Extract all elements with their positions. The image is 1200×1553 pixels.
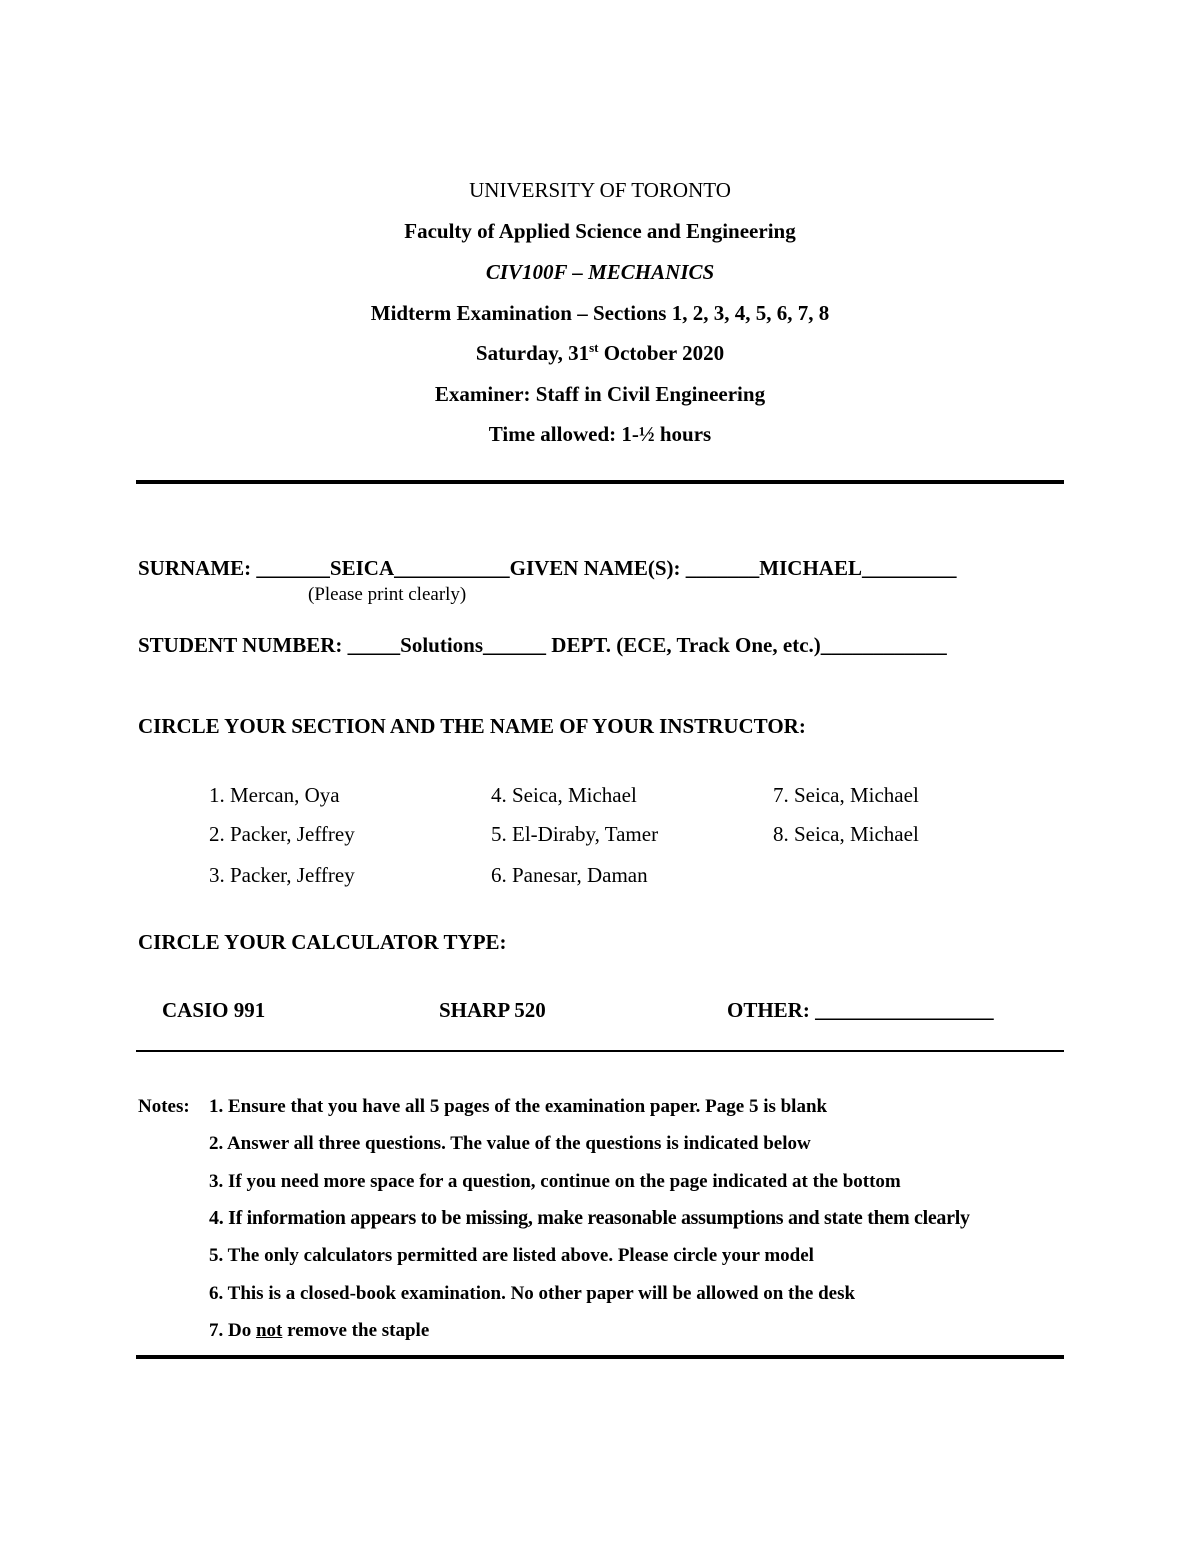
- given-name-value[interactable]: MICHAEL: [759, 556, 862, 580]
- note-7-suffix: remove the staple: [282, 1320, 430, 1341]
- notes-label: Notes:: [138, 1096, 190, 1117]
- university-title: UNIVERSITY OF TORONTO: [469, 178, 731, 202]
- given-name-blank-before: _______: [685, 556, 760, 580]
- calculator-other-label[interactable]: OTHER:: [727, 998, 816, 1022]
- student-number-blank-before: _____: [347, 633, 401, 657]
- calculator-heading: CIRCLE YOUR CALCULATOR TYPE:: [138, 930, 507, 954]
- calculator-casio[interactable]: CASIO 991: [162, 998, 266, 1022]
- print-clearly-note: (Please print clearly): [308, 584, 467, 605]
- student-number-blank-after: ______: [483, 633, 547, 657]
- calculator-divider: [136, 1050, 1064, 1052]
- dept-label: DEPT. (ECE, Track One, etc.): [546, 633, 821, 657]
- date-suffix: October 2020: [598, 341, 725, 365]
- calculator-other: [727, 998, 994, 1023]
- exam-date: [0, 341, 1200, 366]
- date-prefix: Saturday, 31: [475, 341, 590, 365]
- given-name-label: GIVEN NAME(S):: [509, 556, 686, 580]
- section-option[interactable]: 3. Packer, Jeffrey: [209, 863, 355, 887]
- surname-blank-after: ___________: [394, 556, 510, 580]
- section-option[interactable]: 6. Panesar, Daman: [491, 863, 648, 887]
- note-item: 2. Answer all three questions. The value of the questions is indicated below: [209, 1133, 811, 1154]
- calculator-other-blank[interactable]: _________________: [815, 998, 994, 1022]
- student-number-label: STUDENT NUMBER:: [138, 633, 348, 657]
- surname-value[interactable]: SEICA: [329, 556, 395, 580]
- student-number-value[interactable]: Solutions: [400, 633, 484, 657]
- section-option[interactable]: 5. El-Diraby, Tamer: [491, 822, 659, 846]
- note-item: 1. Ensure that you have all 5 pages of the examination paper. Page 5 is blank: [209, 1096, 828, 1117]
- note-7-emphasis: not: [255, 1320, 283, 1341]
- section-option[interactable]: 4. Seica, Michael: [491, 783, 637, 807]
- section-option[interactable]: 1. Mercan, Oya: [209, 783, 340, 807]
- surname-blank-before: _______: [256, 556, 330, 580]
- note-7-prefix: 7. Do: [209, 1320, 256, 1341]
- exam-title: Midterm Examination – Sections 1, 2, 3, 4, 5, 6, 7, 8: [370, 301, 830, 325]
- section-option[interactable]: 8. Seica, Michael: [773, 822, 919, 846]
- faculty-title: Faculty of Applied Science and Engineering: [404, 219, 796, 243]
- note-item: 6. This is a closed-book examination. No other paper will be allowed on the desk: [209, 1283, 856, 1304]
- date-superscript: st: [589, 340, 599, 355]
- course-title: CIV100F – MECHANICS: [485, 260, 715, 284]
- dept-blank[interactable]: ____________: [820, 633, 947, 657]
- footer-divider: [136, 1355, 1064, 1359]
- surname-label: SURNAME:: [138, 556, 257, 580]
- note-item: 3. If you need more space for a question, continue on the page indicated at the bottom: [209, 1171, 901, 1192]
- note-item: 5. The only calculators permitted are listed above. Please circle your model: [209, 1245, 814, 1266]
- student-number-line: [138, 633, 947, 658]
- note-item: 4. If information appears to be missing, make reasonable assumptions and state them clearly: [209, 1207, 970, 1229]
- time-allowed: Time allowed: 1-½ hours: [488, 422, 712, 446]
- given-name-blank-after: _________: [861, 556, 957, 580]
- examiner-line: Examiner: Staff in Civil Engineering: [434, 382, 766, 406]
- section-option[interactable]: 7. Seica, Michael: [773, 783, 919, 807]
- note-item: [209, 1320, 429, 1342]
- name-line: [138, 556, 956, 581]
- section-heading: CIRCLE YOUR SECTION AND THE NAME OF YOUR INSTRUCTOR:: [138, 714, 806, 738]
- calculator-sharp[interactable]: SHARP 520: [439, 998, 546, 1022]
- header-divider: [136, 480, 1064, 484]
- section-option[interactable]: 2. Packer, Jeffrey: [209, 822, 355, 846]
